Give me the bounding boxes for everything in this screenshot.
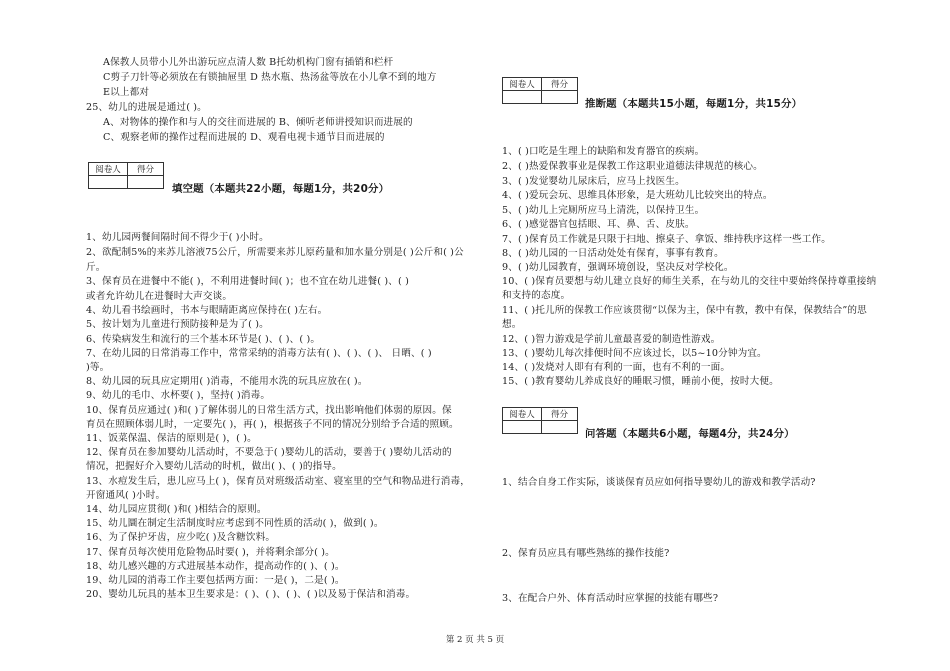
- score-box-label: 得分: [542, 78, 578, 91]
- question-25: 25、幼儿的进展是通过( )。: [86, 102, 207, 113]
- judge-line: 2、( )热爱保教事业是保教工作这职业道德法律规范的核心。: [502, 161, 763, 172]
- question-line: 9、幼儿的毛巾、水杯要( )，坚持( )消毒。: [86, 390, 271, 401]
- judge-line: 13、( )婴幼儿每次排便时间不应该过长，以5~10分钟为宜。: [502, 348, 767, 359]
- judge-line: 5、( )幼儿上完厕所应马上清洗，以保持卫生。: [502, 205, 705, 216]
- judge-line: 7、( )保育员工作就是只限于扫地、擦桌子、拿饭、维持秩序这样一些工作。: [502, 234, 832, 245]
- section-title-qa: 问答题（本题共6小题，每题4分，共24分）: [585, 428, 795, 440]
- question-line: 6、传染病发生和流行的三个基本环节是( )、( )、( )。: [86, 334, 321, 345]
- judge-line: 想。: [502, 319, 522, 330]
- score-box-label: 阅卷人: [503, 408, 542, 421]
- question-line: 育员在照顾体弱儿时，一定要先( )，再( )，根据孩子不同的情况分别给予合适的照顾。: [86, 419, 459, 430]
- question-line: 2、欲配制5%的来苏儿溶液75公斤，所需要来苏儿原药量和加水量分别是( )公斤和( )公: [86, 247, 464, 258]
- question-line: 19、幼儿园的消毒工作主要包括两方面：一是( )，二是( )。: [86, 575, 345, 586]
- score-box-cell: [128, 176, 164, 189]
- question-line: 8、幼儿园的玩具应定期用( )消毒，不能用水洗的玩具应放在( )。: [86, 376, 368, 387]
- judge-line: 12、( )智力游戏是学前儿童最喜爱的制造性游戏。: [502, 334, 721, 345]
- score-box-cell: [542, 91, 578, 104]
- score-box-cell: [89, 176, 128, 189]
- judge-line: 1、( )口吃是生理上的缺陷和发育器官的疾病。: [502, 146, 705, 157]
- question-line: 4、幼儿看书绘画时，书本与眼睛距离应保持在( )左右。: [86, 305, 328, 316]
- qa-line: 3、在配合户外、体育活动时应掌握的技能有哪些?: [502, 593, 719, 604]
- question-line: 3、保育员在进餐中不能( )，不利用进餐时间( )；也不宜在幼儿进餐( )、( ): [86, 276, 410, 287]
- judge-line: 9、( )幼儿园教育，强调环境创设，坚决反对学校化。: [502, 262, 734, 273]
- question-line: )等。: [86, 362, 110, 373]
- score-box: [88, 162, 164, 189]
- option-line: A保教人员带小儿外出游玩应点清人数 B托幼机构门窗有插销和栏杆: [103, 57, 394, 68]
- score-box-cell: [503, 91, 542, 104]
- judge-line: 11、( )托儿所的保教工作应该贯彻“以保为主，保中有教，教中有保，保教结合”的思: [502, 305, 867, 316]
- judge-line: 6、( )感觉器官包括眼、耳、鼻、舌、皮肤。: [502, 219, 695, 230]
- section-title-fill-in: 填空题（本题共22小题，每题1分，共20分）: [172, 183, 390, 195]
- qa-line: 1、结合自身工作实际，谈谈保育员应如何指导婴幼儿的游戏和教学活动?: [502, 477, 816, 488]
- question-line: 17、保育员每次使用危险物品时要( )，并将剩余部分( )。: [86, 547, 335, 558]
- score-box-cell: [542, 421, 578, 434]
- question-line: 1、幼儿园两餐间隔时间不得少于( )小时。: [86, 232, 269, 243]
- question-line: 12、保育员在参加婴幼儿活动时，不要急于( )婴幼儿的活动，要善于( )婴幼儿活动的: [86, 447, 452, 458]
- judge-line: 和支持的态度。: [502, 290, 571, 301]
- score-box: [502, 77, 578, 104]
- judge-line: 3、( )发觉婴幼儿尿床后，应马上找医生。: [502, 176, 685, 187]
- question-line: 7、在幼儿园的日常消毒工作中，常常采纳的消毒方法有( )、( )、( )、 日晒、( ): [86, 348, 432, 359]
- question-line: 20、婴幼儿玩具的基本卫生要求是：( )、( )、( )、( )以及易于保洁和消毒。: [86, 589, 416, 600]
- question-line: 或者允许幼儿在进餐时大声交谈。: [86, 291, 233, 302]
- judge-line: 8、( )幼儿园的一日活动处处有保育，事事有教育。: [502, 248, 724, 259]
- question-line: 18、幼儿感兴趣的方式进展基本动作，提高动作的( )、( )。: [86, 561, 345, 572]
- judge-line: 15、( )教育婴幼儿养成良好的睡眠习惯，睡前小便，按时大便。: [502, 376, 779, 387]
- question-line: 13、水痘发生后，患儿应马上( )，保育员对班级活动室、寝室里的空气和物品进行消毒，: [86, 476, 471, 487]
- option-line: C剪子刀针等必须放在有锁抽屉里 D 热水瓶、热汤盆等放在小儿拿不到的地方: [103, 72, 437, 83]
- judge-line: 10、( )保育员要想与幼儿建立良好的师生关系，在与幼儿的交往中要始终保持尊重接纳: [502, 276, 877, 287]
- score-box-label: 阅卷人: [89, 163, 128, 176]
- score-box-cell: [503, 421, 542, 434]
- option-line: C、观察老师的操作过程而进展的 D、观看电视卡通节目而进展的: [103, 132, 385, 143]
- option-line: E以上都对: [103, 87, 150, 98]
- section-title-judgement: 推断题（本题共15小题，每题1分，共15分）: [585, 98, 803, 110]
- option-line: A、对物体的操作和与人的交往而进展的 B、倾听老师讲授知识而进展的: [103, 117, 413, 128]
- qa-line: 2、保育员应具有哪些熟练的操作技能?: [502, 548, 670, 559]
- judge-line: 4、( )爱玩会玩、思维具体形象，是大班幼儿比较突出的特点。: [502, 190, 773, 201]
- score-box-label: 阅卷人: [503, 78, 542, 91]
- question-line: 14、幼儿园应贯彻( )和( )相结合的原则。: [86, 504, 267, 515]
- question-line: 情况，把握好介入婴幼儿活动的时机，做出( )、( )的指导。: [86, 461, 342, 472]
- question-line: 斤。: [86, 262, 106, 273]
- question-line: 5、按计划为儿童进行预防接种是为了( )。: [86, 319, 269, 330]
- score-box-label: 得分: [542, 408, 578, 421]
- score-box: [502, 407, 578, 434]
- judge-line: 14、( )发烧对人即有有利的一面，也有不利的一面。: [502, 362, 731, 373]
- question-line: 15、幼儿圜在制定生活制度时应考虑到不同性质的活动( )，做到( )。: [86, 518, 384, 529]
- page-footer: 第 2 页 共 5 页: [445, 635, 505, 645]
- question-line: 开窗通风( )小时。: [86, 490, 166, 501]
- question-line: 16、为了保护牙齿，应少吃( )及含糖饮料。: [86, 532, 276, 543]
- question-line: 10、保育员应通过( )和( )了解体弱儿的日常生活方式，找出影响他们体弱的原因。保: [86, 405, 452, 416]
- question-line: 11、饭菜保温、保洁的原则是( )，( )。: [86, 433, 257, 444]
- score-box-label: 得分: [128, 163, 164, 176]
